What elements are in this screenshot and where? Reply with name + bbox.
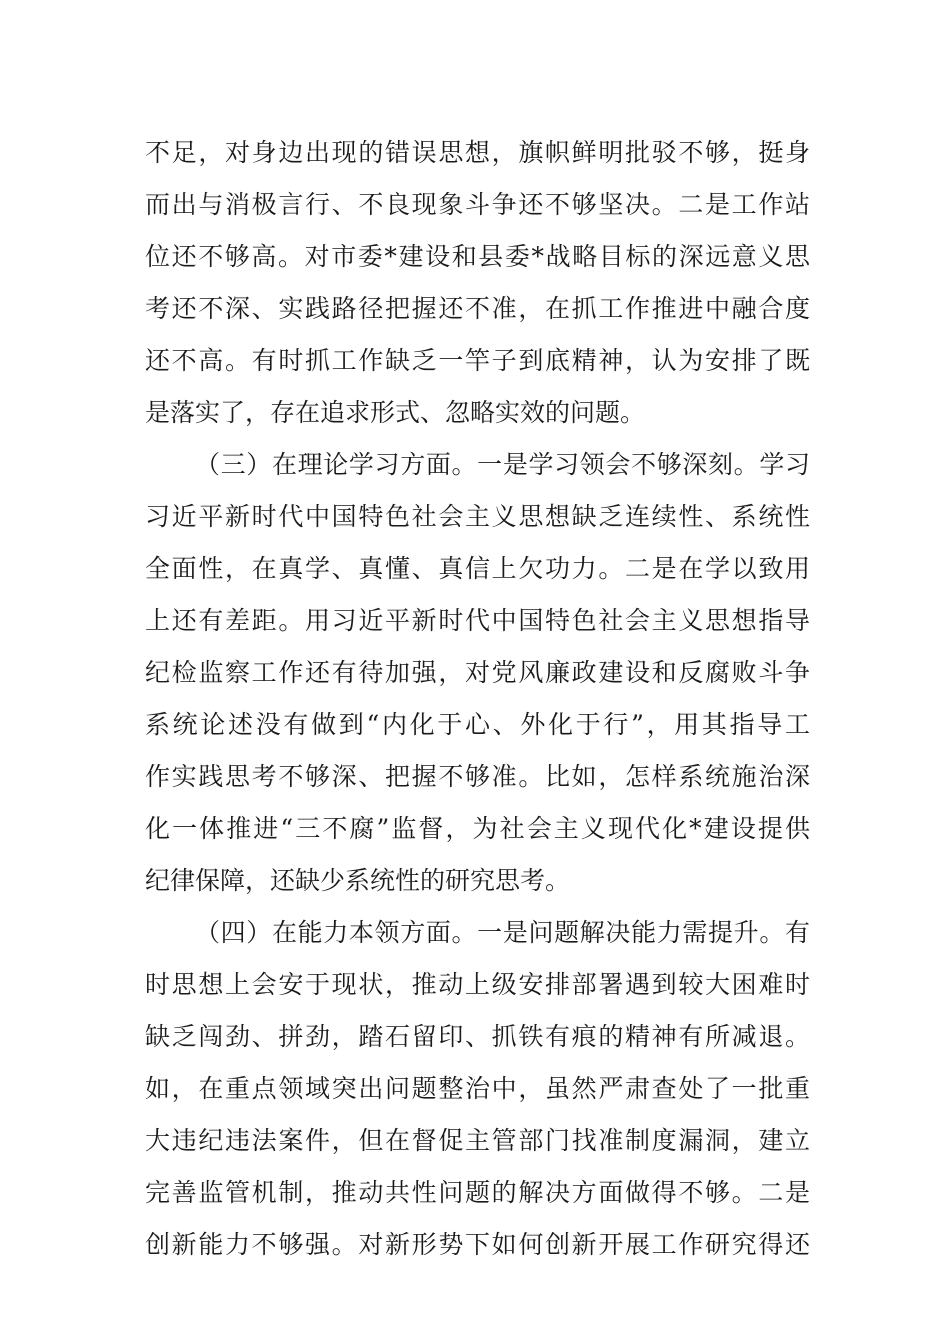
text-line: 化一体推进“三不腐”监督，为社会主义现代化*建设提供: [145, 814, 810, 843]
text-line: 作实践思考不够深、把握不够准。比如，怎样系统施治深: [145, 762, 810, 791]
text-line: 是落实了，存在追求形式、忽略实效的问题。: [145, 398, 646, 427]
text-line: 大违纪违法案件，但在督促主管部门找准制度漏洞，建立: [145, 1126, 810, 1155]
text-line: 时思想上会安于现状，推动上级安排部署遇到较大困难时: [145, 970, 810, 999]
text-line: 纪检监察工作还有待加强，对党风廉政建设和反腐败斗争: [145, 658, 810, 687]
text-line: 考还不深、实践路径把握还不准，在抓工作推进中融合度: [145, 294, 810, 323]
text-line: 如，在重点领域突出问题整治中，虽然严肃查处了一批重: [145, 1074, 810, 1103]
text-line: 还不高。有时抓工作缺乏一竿子到底精神，认为安排了既: [145, 346, 810, 375]
text-line: 全面性，在真学、真懂、真信上欠功力。二是在学以致用: [145, 554, 810, 583]
text-line: 纪律保障，还缺少系统性的研究思考。: [145, 866, 571, 895]
text-line: 创新能力不够强。对新形势下如何创新开展工作研究得还: [145, 1230, 810, 1259]
text-line: 习近平新时代中国特色社会主义思想缺乏连续性、系统性: [145, 502, 810, 531]
paragraph-start-line: （四）在能力本领方面。一是问题解决能力需提升。有: [195, 918, 810, 947]
document-body: [145, 127, 810, 1271]
text-line: 缺乏闯劲、拼劲，踏石留印、抓铁有痕的精神有所减退。: [145, 1022, 810, 1051]
text-line: 不足，对身边出现的错误思想，旗帜鲜明批驳不够，挺身: [145, 138, 810, 167]
text-line: 上还有差距。用习近平新时代中国特色社会主义思想指导: [145, 606, 810, 635]
text-line: 而出与消极言行、不良现象斗争还不够坚决。二是工作站: [145, 190, 810, 219]
paragraph-start-line: （三）在理论学习方面。一是学习领会不够深刻。学习: [195, 450, 810, 479]
text-line: 位还不够高。对市委*建设和县委*战略目标的深远意义思: [145, 242, 810, 271]
text-line: 系统论述没有做到“内化于心、外化于行”，用其指导工: [145, 710, 810, 739]
text-line: 完善监管机制，推动共性问题的解决方面做得不够。二是: [145, 1178, 810, 1207]
